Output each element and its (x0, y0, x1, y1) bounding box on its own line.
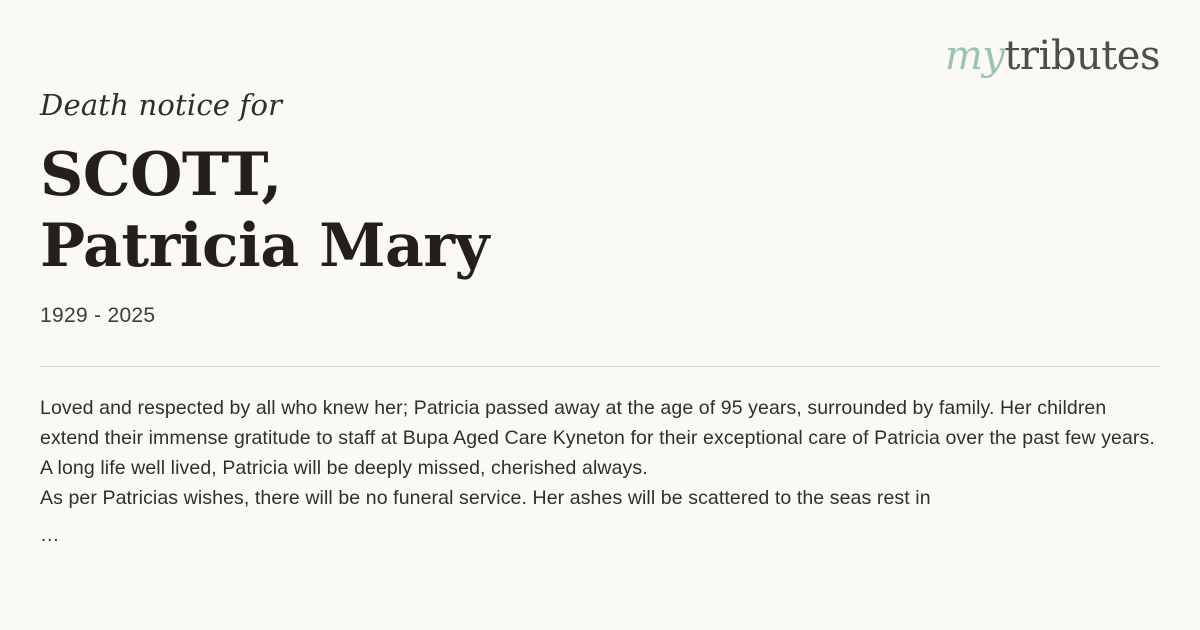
deceased-given-names: Patricia Mary (40, 210, 489, 281)
notice-paragraph-1: Loved and respected by all who knew her; Patricia passed away at the age of 95 years, surrounded by family. Her children extend their immense gratitude to staff at Bupa Aged Care Kyneton for their exceptional care of Patricia over the past few years. (40, 396, 1155, 449)
deceased-name (40, 140, 1160, 282)
truncation-ellipsis: … (40, 523, 60, 546)
life-years: 1929 - 2025 (40, 303, 156, 327)
notice-paragraph-3: As per Patricias wishes, there will be no funeral service. Her ashes will be scattered to the seas rest in (40, 486, 931, 509)
section-divider (40, 366, 1160, 367)
logo-text-tributes: tributes (1004, 33, 1160, 79)
notice-kicker: Death notice for (40, 88, 283, 122)
deceased-surname: SCOTT, (40, 140, 282, 210)
logo-text-my: my (944, 33, 1005, 79)
notice-content (40, 0, 1160, 545)
notice-paragraph-2: A long life well lived, Patricia will be deeply missed, cherished always. (40, 456, 648, 479)
notice-body (40, 393, 1160, 513)
